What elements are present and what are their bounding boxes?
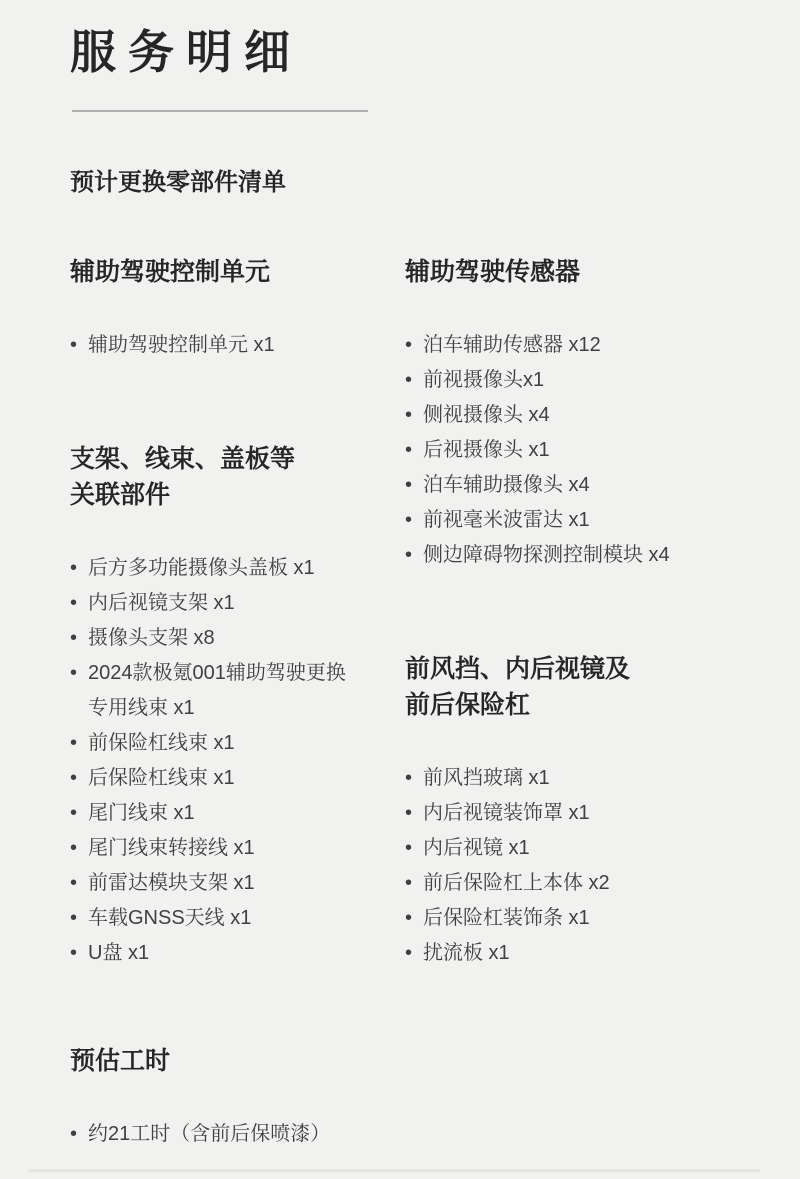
part-item: • 后方多功能摄像头盖板 x1 — [70, 551, 358, 586]
title-divider — [72, 110, 368, 112]
section-heading: 辅助驾驶控制单元 — [70, 258, 271, 286]
section-heading: 预估工时 — [70, 1047, 171, 1075]
part-item: • U盘 x1 — [70, 936, 358, 971]
part-item: • 2024款极氪001辅助驾驶更换专用线束 x1 — [70, 656, 358, 726]
part-item: • 扰流板 x1 — [405, 936, 760, 971]
parts-column-right — [405, 254, 760, 971]
part-item: • 尾门线束转接线 x1 — [70, 831, 358, 866]
part-item: • 后保险杠装饰条 x1 — [405, 901, 760, 936]
part-item: • 内后视镜支架 x1 — [70, 586, 358, 621]
part-item: • 内后视镜 x1 — [405, 831, 760, 866]
part-item: • 后视摄像头 x1 — [405, 433, 760, 468]
part-item: • 尾门线束 x1 — [70, 796, 358, 831]
part-item: • 侧边障碍物探测控制模块 x4 — [405, 538, 760, 573]
part-items — [405, 328, 760, 573]
page-title: 服务明细 — [70, 26, 302, 78]
section-estimated-labor — [70, 1043, 760, 1152]
parts-column-left — [70, 254, 405, 971]
section-windshield-mirror-bumpers — [405, 651, 760, 971]
part-items — [70, 551, 405, 971]
bottom-cutoff-artifact — [28, 1169, 760, 1172]
part-item: • 内后视镜装饰罩 x1 — [405, 796, 760, 831]
section-heading: 辅助驾驶传感器 — [405, 258, 581, 286]
part-item: • 侧视摄像头 x4 — [405, 398, 760, 433]
part-item: • 前视毫米波雷达 x1 — [405, 503, 760, 538]
part-item: • 辅助驾驶控制单元 x1 — [70, 328, 358, 363]
part-item: • 前雷达模块支架 x1 — [70, 866, 358, 901]
parts-columns — [70, 254, 760, 971]
part-item: • 前后保险杠上本体 x2 — [405, 866, 760, 901]
part-item: • 车载GNSS天线 x1 — [70, 901, 358, 936]
section-assist-driving-sensors — [405, 254, 760, 573]
part-item: • 前视摄像头x1 — [405, 363, 760, 398]
parts-list-subtitle: 预计更换零部件清单 — [70, 169, 286, 196]
labor-items — [70, 1117, 760, 1152]
section-heading: 支架、线束、盖板等 关联部件 — [70, 445, 296, 509]
labor-item: • 约21工时（含前后保喷漆） — [70, 1117, 760, 1152]
part-item: • 摄像头支架 x8 — [70, 621, 358, 656]
part-item: • 前风挡玻璃 x1 — [405, 761, 760, 796]
part-items — [70, 328, 405, 363]
section-assist-driving-control-unit — [70, 254, 405, 363]
section-brackets-harnesses-covers — [70, 441, 405, 971]
part-item: • 前保险杠线束 x1 — [70, 726, 358, 761]
part-item: • 后保险杠线束 x1 — [70, 761, 358, 796]
part-items — [405, 761, 760, 971]
part-item: • 泊车辅助摄像头 x4 — [405, 468, 760, 503]
section-heading: 前风挡、内后视镜及 前后保险杠 — [405, 655, 631, 719]
service-detail-page — [0, 26, 800, 1152]
part-item: • 泊车辅助传感器 x12 — [405, 328, 760, 363]
